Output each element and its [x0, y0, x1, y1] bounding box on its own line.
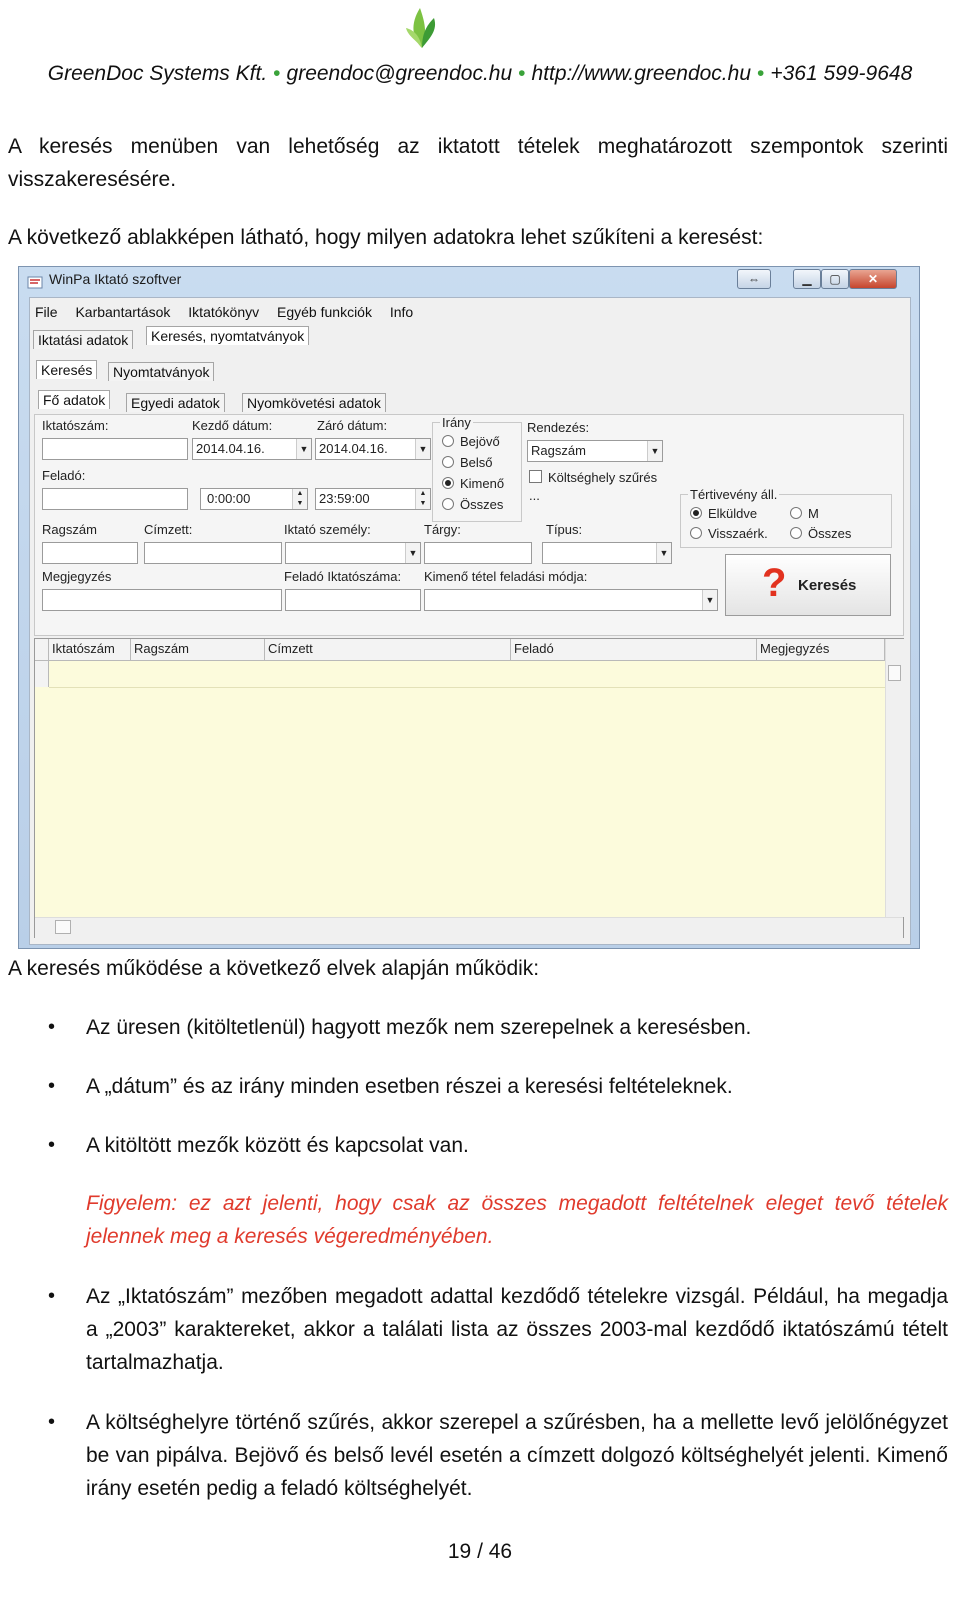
- kezdo-ido-value: 0:00:00: [207, 491, 251, 506]
- felado-iktatoszama-input[interactable]: [285, 589, 421, 611]
- checkbox-icon: [529, 470, 542, 483]
- targy-input[interactable]: [424, 542, 532, 564]
- felado-label: Feladó:: [42, 468, 86, 483]
- minimize-button[interactable]: ▁: [793, 269, 821, 289]
- zaro-ido-value: 23:59:00: [319, 491, 370, 506]
- menu-info[interactable]: Info: [389, 304, 414, 320]
- kezdo-datum-value: 2014.04.16.: [196, 441, 265, 456]
- iktatoszam-label: Iktatószám:: [42, 418, 109, 433]
- tab-kereses-nyomtatvanyok[interactable]: Keresés, nyomtatványok: [146, 326, 309, 345]
- kimeno-feladasi-mod-select[interactable]: [424, 589, 718, 611]
- radio-belso[interactable]: Belső: [442, 455, 493, 470]
- tertiveveny-label: Tértivevény áll.: [690, 487, 778, 502]
- zaro-ido-stepper[interactable]: [315, 488, 431, 510]
- kezdo-datum-picker[interactable]: [192, 438, 312, 460]
- bullet-icon: •: [48, 1285, 56, 1307]
- menu-karbantartasok[interactable]: Karbantartások: [75, 304, 171, 320]
- rendezes-value: Ragszám: [531, 443, 586, 458]
- dropdown-arrow-icon[interactable]: ▼: [647, 441, 662, 461]
- zaro-datum-value: 2014.04.16.: [319, 441, 388, 456]
- targy-label: Tárgy:: [424, 522, 461, 537]
- column-iktatoszam[interactable]: Iktatószám: [49, 639, 131, 661]
- tab-iktatasi-adatok[interactable]: Iktatási adatok: [33, 330, 133, 349]
- radio-kimeno[interactable]: Kimenő: [442, 476, 504, 491]
- bullet-text-3: A kitöltött mezők között és kapcsolat van.: [86, 1134, 469, 1157]
- radio-circle-icon: [442, 456, 454, 468]
- radio-circle-icon: [790, 507, 802, 519]
- tab-nyomkovetesi-adatok[interactable]: Nyomkövetési adatok: [242, 393, 386, 412]
- tab-egyedi-adatok[interactable]: Egyedi adatok: [126, 393, 225, 412]
- cimzett-input[interactable]: [144, 542, 282, 564]
- menu-egyeb-funkciok[interactable]: Egyéb funkciók: [277, 304, 372, 320]
- felado-iktatoszama-label: Feladó Iktatószáma:: [284, 569, 402, 584]
- ragszam-label: Ragszám: [42, 522, 97, 537]
- restore-arrows-icon[interactable]: ⇔: [737, 269, 771, 289]
- megjegyzes-label: Megjegyzés: [42, 569, 112, 584]
- zaro-datum-picker[interactable]: [315, 438, 431, 460]
- greendoc-leaf-logo: [404, 4, 440, 50]
- radio-circle-icon: [690, 527, 702, 539]
- radio-elkuldve[interactable]: Elküldve: [690, 506, 757, 521]
- radio-circle-icon: [790, 527, 802, 539]
- iktato-szemely-select[interactable]: [285, 542, 421, 564]
- dropdown-arrow-icon[interactable]: ▼: [702, 590, 717, 610]
- tipus-label: Típus:: [546, 522, 583, 537]
- search-button[interactable]: [725, 554, 891, 616]
- bullet-icon: •: [48, 1134, 56, 1156]
- vertical-scrollbar[interactable]: [885, 639, 904, 917]
- separator-dot: •: [757, 62, 765, 85]
- paragraph-principles: A keresés működése a következő elvek alapján működik:: [8, 957, 540, 980]
- close-button[interactable]: ✕: [849, 269, 897, 289]
- window-client-area: [29, 297, 911, 945]
- header-contact-line: [0, 62, 960, 86]
- ragszam-input[interactable]: [42, 542, 138, 564]
- bullet-text-1: Az üresen (kitöltetlenül) hagyott mezők nem szerepelnek a keresésben.: [86, 1016, 752, 1039]
- cimzett-label: Címzett:: [144, 522, 193, 537]
- felado-input[interactable]: [42, 488, 188, 510]
- tab-kereses[interactable]: Keresés: [36, 360, 97, 379]
- spin-arrows-icon[interactable]: ▲ ▼: [415, 489, 430, 509]
- intro-paragraph-2: A következő ablakképen látható, hogy milyen adatokra lehet szűkíteni a keresést:: [8, 226, 764, 249]
- rendezes-label: Rendezés:: [527, 420, 590, 435]
- grid-row-divider: [49, 687, 885, 688]
- window-title: WinPa Iktató szoftver: [49, 271, 182, 287]
- page-number: 19 / 46: [447, 1540, 513, 1563]
- bullet-text-5: A költséghelyre történő szűrés, akkor szerepel a szűrésben, ha a mellette levő jelölőnégyzet be van pipálva. Bejövő és belső levél esetén a címzett dolgozó költséghelyét jelenti. Kimenő irány esetén pedig a feladó költséghelyét.: [86, 1411, 948, 1500]
- radio-m[interactable]: M: [790, 506, 819, 521]
- search-button-label: Keresés: [798, 577, 857, 594]
- radio-selected-icon: [442, 477, 454, 489]
- company-name: GreenDoc Systems Kft.: [47, 62, 268, 85]
- radio-circle-icon: [442, 498, 454, 510]
- kezdo-ido-stepper[interactable]: [200, 488, 308, 510]
- rendezes-select[interactable]: [527, 440, 663, 462]
- separator-dot: •: [273, 62, 281, 85]
- megjegyzes-input[interactable]: [42, 589, 282, 611]
- radio-selected-icon: [690, 507, 702, 519]
- question-mark-icon: ?: [762, 561, 787, 605]
- column-ragszam[interactable]: Ragszám: [131, 639, 265, 661]
- kezdo-datum-label: Kezdő dátum:: [192, 418, 273, 433]
- iktatoszam-input[interactable]: [42, 438, 188, 460]
- kimeno-feladasi-mod-label: Kimenő tétel feladási módja:: [424, 569, 588, 584]
- horizontal-scrollbar[interactable]: [35, 917, 903, 938]
- radio-tertiveveny-osszes[interactable]: Összes: [790, 526, 851, 541]
- scroll-thumb[interactable]: [55, 920, 71, 934]
- radio-circle-icon: [442, 435, 454, 447]
- bullet-icon: •: [48, 1411, 56, 1433]
- results-grid[interactable]: [34, 638, 904, 938]
- irany-label: Irány: [442, 415, 471, 430]
- scroll-thumb[interactable]: [888, 665, 901, 681]
- row-indicator: [35, 661, 49, 687]
- radio-osszes[interactable]: Összes: [442, 497, 503, 512]
- dropdown-arrow-icon[interactable]: ▼: [405, 543, 420, 563]
- menu-bar: [35, 304, 427, 320]
- menu-file[interactable]: File: [35, 304, 58, 320]
- column-cimzett[interactable]: Címzett: [265, 639, 511, 661]
- dropdown-arrow-icon[interactable]: ▼: [656, 543, 671, 563]
- zaro-datum-label: Záró dátum:: [317, 418, 388, 433]
- app-icon: [27, 275, 43, 289]
- app-window: [18, 266, 920, 949]
- koltseghely-checkbox[interactable]: Költséghely szűrés: [529, 470, 657, 485]
- email-link[interactable]: greendoc@greendoc.hu: [286, 62, 513, 85]
- tipus-select[interactable]: [542, 542, 672, 564]
- separator-dot: •: [518, 62, 526, 85]
- grid-corner: [35, 639, 49, 661]
- warning-note: Figyelem: ez azt jelenti, hogy csak az összes megadott feltételnek eleget tevő tételek jelennek meg a keresés végeredményében.: [86, 1192, 948, 1248]
- maximize-button[interactable]: ▢: [821, 269, 849, 289]
- bullet-text-2: A „dátum” és az irány minden esetben részei a keresési feltételeknek.: [86, 1075, 733, 1098]
- column-felado[interactable]: Feladó: [511, 639, 757, 661]
- column-megjegyzes[interactable]: Megjegyzés: [757, 639, 885, 661]
- radio-bejovo[interactable]: Bejövő: [442, 434, 500, 449]
- bullet-icon: •: [48, 1075, 56, 1097]
- dropdown-arrow-icon[interactable]: ▼: [296, 439, 311, 459]
- tab-fo-adatok[interactable]: Fő adatok: [38, 390, 110, 409]
- bullet-text-4: Az „Iktatószám” mezőben megadott adattal kezdődő tételekre vizsgál. Például, ha megadja a „2003” karaktereket, akkor a találati lista az összes 2003-mal kezdődő iktatószámú tételt tartalmazhatja.: [86, 1285, 948, 1374]
- tab-nyomtatvanyok[interactable]: Nyomtatványok: [108, 362, 214, 381]
- intro-paragraph-1: A keresés menüben van lehetőség az iktatott tételek meghatározott szempontok szerinti visszakeresésére.: [8, 135, 948, 191]
- iktato-szemely-label: Iktató személy:: [284, 522, 371, 537]
- website-link[interactable]: http://www.greendoc.hu: [531, 62, 751, 85]
- koltseghely-browse-button[interactable]: ...: [529, 488, 540, 503]
- bullet-icon: •: [48, 1016, 56, 1038]
- radio-visszaerk[interactable]: Visszaérk.: [690, 526, 768, 541]
- spin-arrows-icon[interactable]: ▲ ▼: [292, 489, 307, 509]
- phone-number: +361 599-9648: [770, 62, 913, 85]
- dropdown-arrow-icon[interactable]: ▼: [415, 439, 430, 459]
- menu-iktatokonyv[interactable]: Iktatókönyv: [188, 304, 260, 320]
